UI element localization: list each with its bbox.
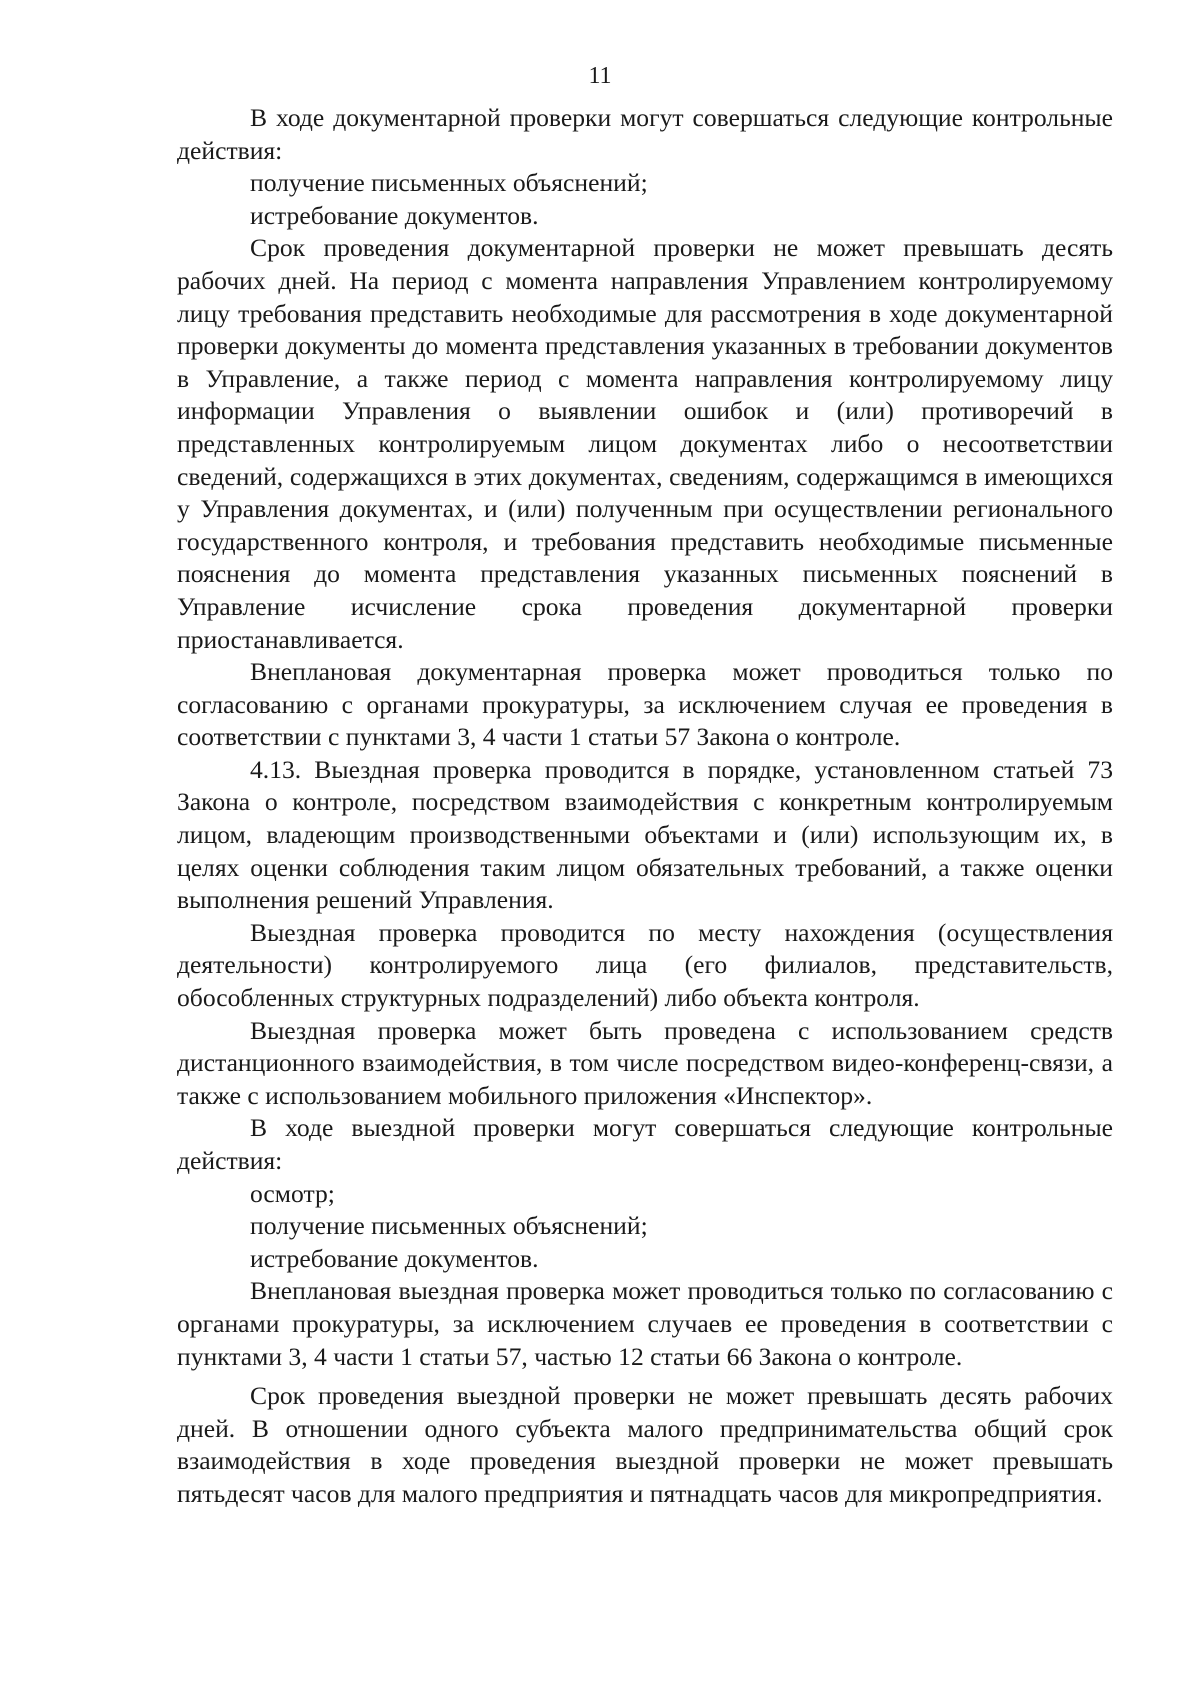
list-item-document-request: истребование документов. [250,200,539,230]
list-item-document-request-onsite: истребование документов. [250,1243,539,1273]
page-number: 11 [588,63,612,89]
list-item-inspection: осмотр; [250,1178,335,1208]
paragraph-onsite-location: Выездная проверка проводится по месту нахождения (осуществления деятельности) контролируемого лица (его филиалов, представительств, обособленных структурных подразделений) либо объекта контроля. [177,917,1113,1013]
list-item-written-explanations: получение письменных объяснений; [250,168,648,198]
list-item-written-explanations-onsite: получение письменных объяснений; [250,1211,648,1241]
paragraph-remote-interaction: Выездная проверка может быть проведена с использованием средств дистанционного взаимодействия, в том числе посредством видео-конференц-связи, а также с использованием мобильного приложения «Инспектор». [177,1015,1113,1110]
paragraph-documentary-actions-intro: В ходе документарной проверки могут совершаться следующие контрольные действия: [177,103,1113,165]
paragraph-documentary-term: Срок проведения документарной проверки не может превышать десять рабочих дней. На период с момента направления Управлением контролируемому лицу требования представить необходимые для рассмотрения в ходе документарной проверки документы до момента представления указанных в требовании документов в Управление, а также период с момента направления контролируемому лицу информации Управления о выявлении ошибок и (или) противоречий в представленных контролируемым лицом документах либо о несоответствии сведений, содержащихся в этих документах, сведениям, содержащимся в имеющихся у Управления документах, и (или) полученным при осуществлении регионального государственного контроля, и требования представить необходимые письменные пояснения до момента представления указанных письменных пояснений в Управление исчисление срока проведения документарной проверки приостанавливается. [177,233,1113,654]
paragraph-onsite-term: Срок проведения выездной проверки не может превышать десять рабочих дней. В отношении одного субъекта малого предпринимательства общий срок взаимодействия в ходе проведения выездной проверки не может превышать пятьдесят часов для малого предприятия и пятнадцать часов для микропредприятия. [177,1381,1113,1508]
paragraph-4-13-onsite-inspection: 4.13. Выездная проверка проводится в порядке, установленном статьей 73 Закона о контроле, посредством взаимодействия с конкретным контролируемым лицом, владеющим производственными объектами и (или) использующим их, в целях оценки соблюдения таким лицом обязательных требований, а также оценки выполнения решений Управления. [177,754,1113,915]
paragraph-onsite-actions-intro: В ходе выездной проверки могут совершаться следующие контрольные действия: [177,1113,1113,1175]
document-body [177,102,1113,1511]
paragraph-unscheduled-documentary: Внеплановая документарная проверка может проводиться только по согласованию с органами прокуратуры, за исключением случая ее проведения в соответствии с пунктами 3, 4 части 1 статьи 57 Закона о контроле. [177,657,1113,752]
paragraph-unscheduled-onsite: Внеплановая выездная проверка может проводиться только по согласованию с органами прокуратуры, за исключением случаев ее проведения в соответствии с пунктами 3, 4 части 1 статьи 57, частью 12 статьи 66 Закона о контроле. [177,1276,1113,1371]
